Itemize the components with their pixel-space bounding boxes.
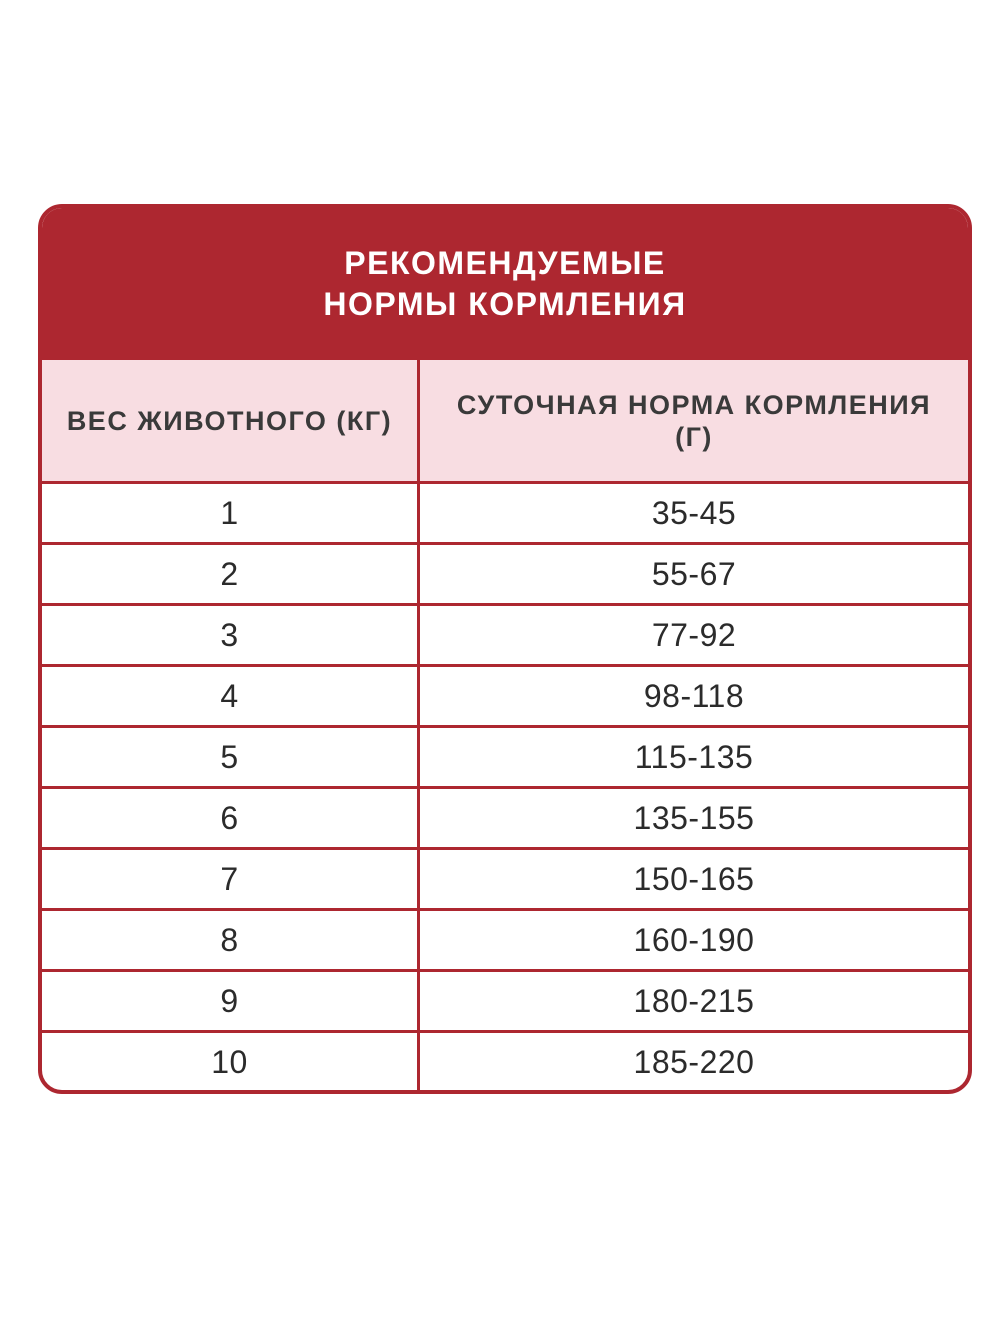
column-header-weight: ВЕС ЖИВОТНОГО (КГ): [42, 360, 420, 481]
weight-cell: 10: [42, 1033, 420, 1091]
column-header-row: [42, 360, 968, 484]
norm-cell: 180-215: [633, 982, 755, 1019]
table-row: [42, 972, 968, 1033]
norm-cell: 160-190: [633, 921, 755, 958]
table-row: [42, 606, 968, 667]
weight-cell: 3: [42, 606, 420, 664]
table-body: [42, 484, 968, 1091]
table-row: [42, 545, 968, 606]
feeding-norms-table: [38, 204, 972, 1094]
table-title: [42, 208, 968, 360]
weight-cell: 9: [42, 972, 420, 1030]
norm-cell: 115-135: [634, 738, 754, 775]
norm-cell: 185-220: [633, 1043, 755, 1080]
weight-cell: 7: [42, 850, 420, 908]
norm-cell: 35-45: [651, 494, 737, 531]
norm-cell: 150-165: [633, 860, 755, 897]
weight-cell: 8: [42, 911, 420, 969]
column-header-norm: СУТОЧНАЯ НОРМА КОРМЛЕНИЯ (Г): [456, 389, 932, 452]
table-row: [42, 484, 968, 545]
weight-cell: 6: [42, 789, 420, 847]
table-row: [42, 911, 968, 972]
weight-cell: 5: [42, 728, 420, 786]
table-row: [42, 850, 968, 911]
table-row: [42, 789, 968, 850]
weight-cell: 4: [42, 667, 420, 725]
norm-cell: 135-155: [633, 799, 755, 836]
title-line-2: НОРМЫ КОРМЛЕНИЯ: [323, 286, 687, 322]
weight-cell: 2: [42, 545, 420, 603]
title-line-1: РЕКОМЕНДУЕМЫЕ: [344, 245, 666, 281]
norm-cell: 55-67: [651, 555, 737, 592]
table-row: [42, 728, 968, 789]
norm-cell: 77-92: [651, 616, 737, 653]
norm-cell: 98-118: [643, 677, 745, 714]
weight-cell: 1: [42, 484, 420, 542]
table-row: [42, 667, 968, 728]
table-row: [42, 1033, 968, 1091]
